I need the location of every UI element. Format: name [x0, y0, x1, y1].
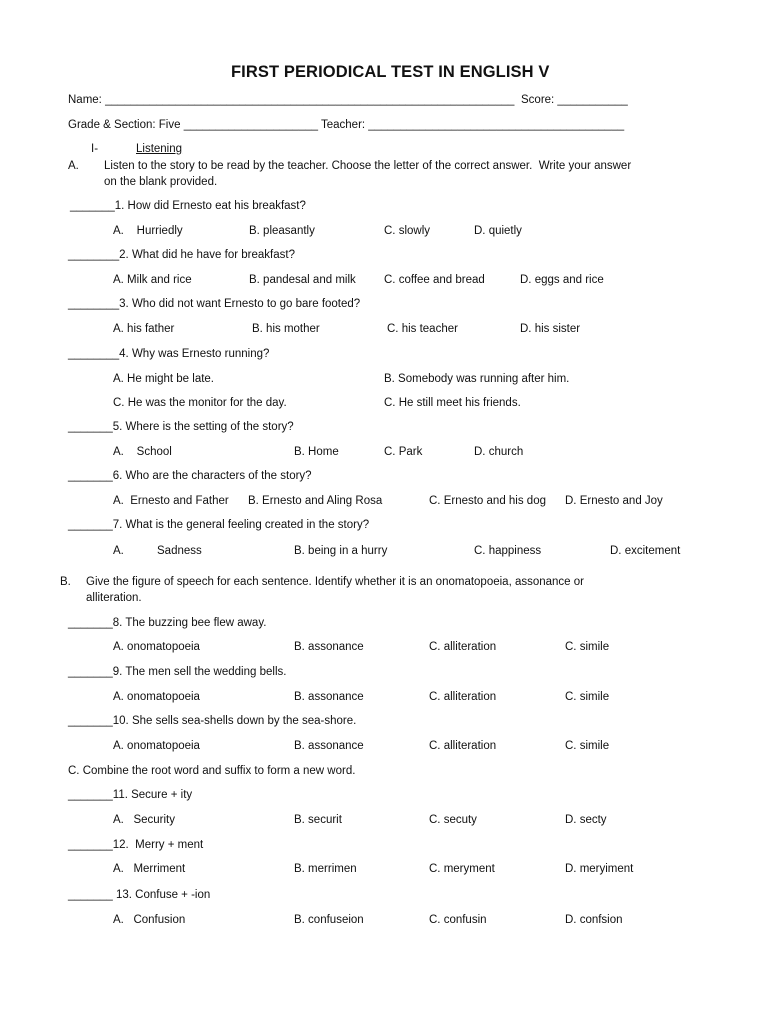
- answer-option[interactable]: C. He was the monitor for the day.: [113, 397, 287, 409]
- answer-option[interactable]: B. being in a hurry: [294, 545, 388, 557]
- part-title: Listening: [136, 143, 183, 155]
- question-stem[interactable]: _______10. She sells sea-shells down by the sea-shore.: [68, 715, 357, 727]
- question-stem[interactable]: ________3. Who did not want Ernesto to go bare footed?: [68, 298, 361, 310]
- answer-option[interactable]: C. simile: [565, 691, 610, 703]
- answer-option[interactable]: C. meryment: [429, 863, 495, 875]
- answer-option[interactable]: B. confuseion: [294, 914, 364, 926]
- answer-option[interactable]: C. Park: [384, 446, 423, 458]
- answer-option[interactable]: C. simile: [565, 641, 610, 653]
- answer-option[interactable]: D. Ernesto and Joy: [565, 495, 663, 507]
- answer-option[interactable]: Sadness: [157, 545, 202, 557]
- answer-option[interactable]: A. onomatopoeia: [113, 740, 200, 752]
- answer-option[interactable]: C. happiness: [474, 545, 542, 557]
- answer-option-letter[interactable]: A.: [113, 545, 124, 557]
- answer-option[interactable]: B. pleasantly: [249, 225, 315, 237]
- section-a-instructions-line2: on the blank provided.: [104, 176, 218, 188]
- answer-option[interactable]: C. alliteration: [429, 641, 497, 653]
- answer-option[interactable]: C. confusin: [429, 914, 487, 926]
- answer-option[interactable]: A. Ernesto and Father: [113, 495, 229, 507]
- answer-option[interactable]: D. excitement: [610, 545, 681, 557]
- answer-option[interactable]: A. onomatopoeia: [113, 691, 200, 703]
- score-field[interactable]: Score: ___________: [521, 94, 628, 106]
- question-stem[interactable]: _______11. Secure + ity: [68, 789, 193, 801]
- answer-option[interactable]: C. simile: [565, 740, 610, 752]
- answer-option[interactable]: B. assonance: [294, 691, 364, 703]
- question-stem[interactable]: ________2. What did he have for breakfast?: [68, 249, 295, 261]
- answer-option[interactable]: D. confsion: [565, 914, 623, 926]
- name-field[interactable]: Name: ________________________________________________________________: [68, 94, 515, 106]
- section-a-instructions-line1: Listen to the story to be read by the teacher. Choose the letter of the correct answer. Write your answer: [104, 160, 632, 172]
- answer-option[interactable]: A. Confusion: [113, 914, 186, 926]
- section-c-heading: C. Combine the root word and suffix to form a new word.: [68, 765, 356, 777]
- section-b-letter: B.: [60, 576, 71, 588]
- answer-option[interactable]: C. his teacher: [387, 323, 458, 335]
- section-b-instructions-line1: Give the figure of speech for each sentence. Identify whether it is an onomatopoeia, assonance or: [86, 576, 584, 588]
- answer-option[interactable]: D. his sister: [520, 323, 581, 335]
- question-stem[interactable]: _______7. What is the general feeling created in the story?: [68, 519, 370, 531]
- question-stem[interactable]: _______1. How did Ernesto eat his breakfast?: [70, 200, 306, 212]
- answer-option[interactable]: B. assonance: [294, 641, 364, 653]
- question-stem[interactable]: _______8. The buzzing bee flew away.: [68, 617, 267, 629]
- question-stem[interactable]: ________4. Why was Ernesto running?: [68, 348, 270, 360]
- answer-option[interactable]: D. eggs and rice: [520, 274, 604, 286]
- answer-option[interactable]: B. Somebody was running after him.: [384, 373, 570, 385]
- answer-option[interactable]: C. secuty: [429, 814, 477, 826]
- answer-option[interactable]: B. his mother: [252, 323, 320, 335]
- section-b-instructions-line2: alliteration.: [86, 592, 142, 604]
- answer-option[interactable]: C. Ernesto and his dog: [429, 495, 546, 507]
- question-stem[interactable]: _______ 13. Confuse + -ion: [68, 889, 211, 901]
- answer-option[interactable]: A. Hurriedly: [113, 225, 183, 237]
- section-a-letter: A.: [68, 160, 79, 172]
- grade-section-teacher-field[interactable]: Grade & Section: Five _____________________ Teacher: ________________________________________: [68, 119, 625, 131]
- answer-option[interactable]: A. Security: [113, 814, 175, 826]
- answer-option[interactable]: C. slowly: [384, 225, 431, 237]
- answer-option[interactable]: A. Merriment: [113, 863, 186, 875]
- answer-option[interactable]: A. his father: [113, 323, 175, 335]
- answer-option[interactable]: D. church: [474, 446, 524, 458]
- answer-option[interactable]: C. coffee and bread: [384, 274, 485, 286]
- answer-option[interactable]: C. alliteration: [429, 740, 497, 752]
- answer-option[interactable]: A. He might be late.: [113, 373, 214, 385]
- answer-option[interactable]: A. School: [113, 446, 172, 458]
- answer-option[interactable]: D. quietly: [474, 225, 522, 237]
- answer-option[interactable]: B. Home: [294, 446, 339, 458]
- answer-option[interactable]: B. pandesal and milk: [249, 274, 356, 286]
- answer-option[interactable]: B. assonance: [294, 740, 364, 752]
- answer-option[interactable]: D. meryiment: [565, 863, 634, 875]
- question-stem[interactable]: _______9. The men sell the wedding bells.: [68, 666, 287, 678]
- question-stem[interactable]: _______6. Who are the characters of the story?: [68, 470, 312, 482]
- answer-option[interactable]: A. onomatopoeia: [113, 641, 200, 653]
- answer-option[interactable]: B. Ernesto and Aling Rosa: [248, 495, 383, 507]
- answer-option[interactable]: B. merrimen: [294, 863, 357, 875]
- answer-option[interactable]: B. securit: [294, 814, 342, 826]
- answer-option[interactable]: C. alliteration: [429, 691, 497, 703]
- answer-option[interactable]: C. He still meet his friends.: [384, 397, 521, 409]
- answer-option[interactable]: D. secty: [565, 814, 607, 826]
- answer-option[interactable]: A. Milk and rice: [113, 274, 192, 286]
- question-stem[interactable]: _______5. Where is the setting of the story?: [68, 421, 294, 433]
- part-number: I-: [91, 143, 99, 155]
- page-title: FIRST PERIODICAL TEST IN ENGLISH V: [231, 63, 550, 81]
- question-stem[interactable]: _______12. Merry + ment: [68, 839, 204, 851]
